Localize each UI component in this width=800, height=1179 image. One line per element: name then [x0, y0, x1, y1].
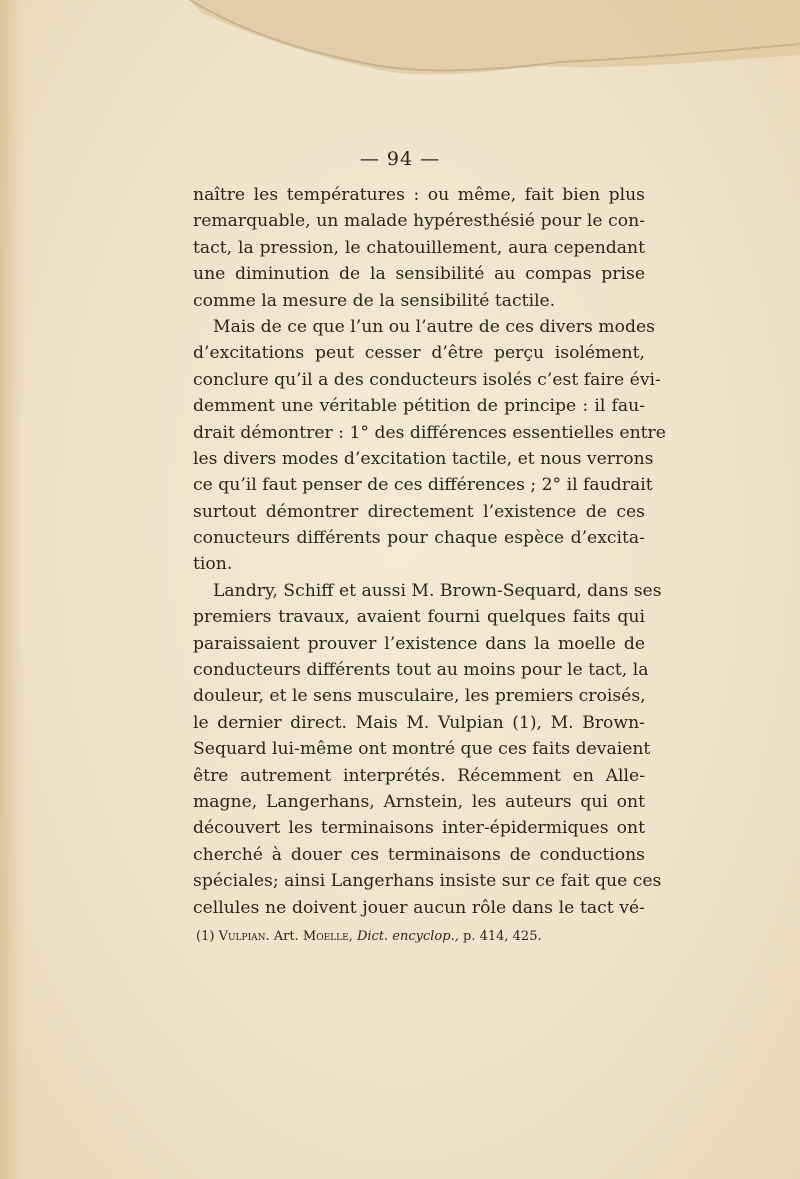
text-line: paraissaient prouver l’existence dans la moelle de [193, 633, 645, 654]
text-line: cellules ne doivent jouer aucun rôle dans le tact vé- [193, 897, 645, 918]
footnote-pages: p. 414, 425. [463, 929, 542, 944]
text-line: remarquable, un malade hypéresthésié pour le con- [193, 211, 645, 232]
text-line: ce qu’il faut penser de ces différences ; 2° il faudrait [193, 475, 653, 496]
footnote-author: Vulpian. [218, 929, 270, 944]
text-line: comme la mesure de la sensibilité tactile. [193, 290, 556, 311]
text-line: conclure qu’il a des conducteurs isolés c’est faire évi- [193, 369, 661, 390]
paragraph-3 [193, 578, 662, 921]
text-line: cherché à douer ces terminaisons de conductions [193, 844, 645, 865]
text-line: tion. [193, 554, 233, 575]
text-line: drait démontrer : 1° des différences essentielles entre [193, 422, 666, 443]
text-line: premiers travaux, avaient fourni quelques faits qui [193, 607, 645, 628]
text-line: conducteurs différents tout au moins pour le tact, la [193, 660, 649, 681]
text-line: les divers modes d’excitation tactile, et nous verrons [193, 448, 654, 469]
text-line: le dernier direct. Mais M. Vulpian (1), M. Brown- [193, 712, 645, 733]
paragraph-1 [193, 182, 645, 314]
footnote-source: Dict. encyclop., [356, 929, 459, 944]
footnote-article: Art. [273, 929, 299, 944]
paragraph-2 [193, 314, 666, 578]
text-line: magne, Langerhans, Arnstein, les auteurs qui ont [193, 791, 645, 812]
text-line: tact, la pression, le chatouillement, aura cependant [193, 237, 645, 258]
body-text [193, 182, 666, 921]
text-line: naître les températures : ou même, fait bien plus [193, 185, 645, 205]
text-line: découvert les terminaisons inter-épidermiques ont [193, 818, 645, 839]
text-line: d’excitations peut cesser d’être perçu isolément, [193, 343, 645, 364]
text-line: Mais de ce que l’un ou l’autre de ces divers modes [213, 316, 655, 337]
text-line: demment une véritable pétition de principe : il fau- [193, 396, 645, 417]
page-top-curl [0, 0, 800, 95]
footnote [196, 928, 636, 946]
footnote-marker: (1) [196, 929, 215, 944]
text-line: Sequard lui-même ont montré que ces faits devaient [193, 739, 651, 760]
text-line: une diminution de la sensibilité au compas prise [193, 264, 645, 285]
page-left-shadow [0, 0, 22, 1179]
text-line: Landry, Schiff et aussi M. Brown-Sequard, dans ses [213, 580, 662, 601]
text-line: surtout démontrer directement l’existence de ces [193, 501, 645, 522]
footnote-entry: Moelle, [302, 929, 353, 944]
text-line: douleur, et le sens musculaire, les premiers croisés, [193, 686, 646, 707]
text-line: spéciales; ainsi Langerhans insiste sur ce fait que ces [193, 871, 662, 892]
page-number: — 94 — [359, 148, 441, 170]
text-line: être autrement interprétés. Récemment en Alle- [193, 765, 645, 786]
text-line: conucteurs différents pour chaque espèce d’excita- [193, 528, 645, 549]
